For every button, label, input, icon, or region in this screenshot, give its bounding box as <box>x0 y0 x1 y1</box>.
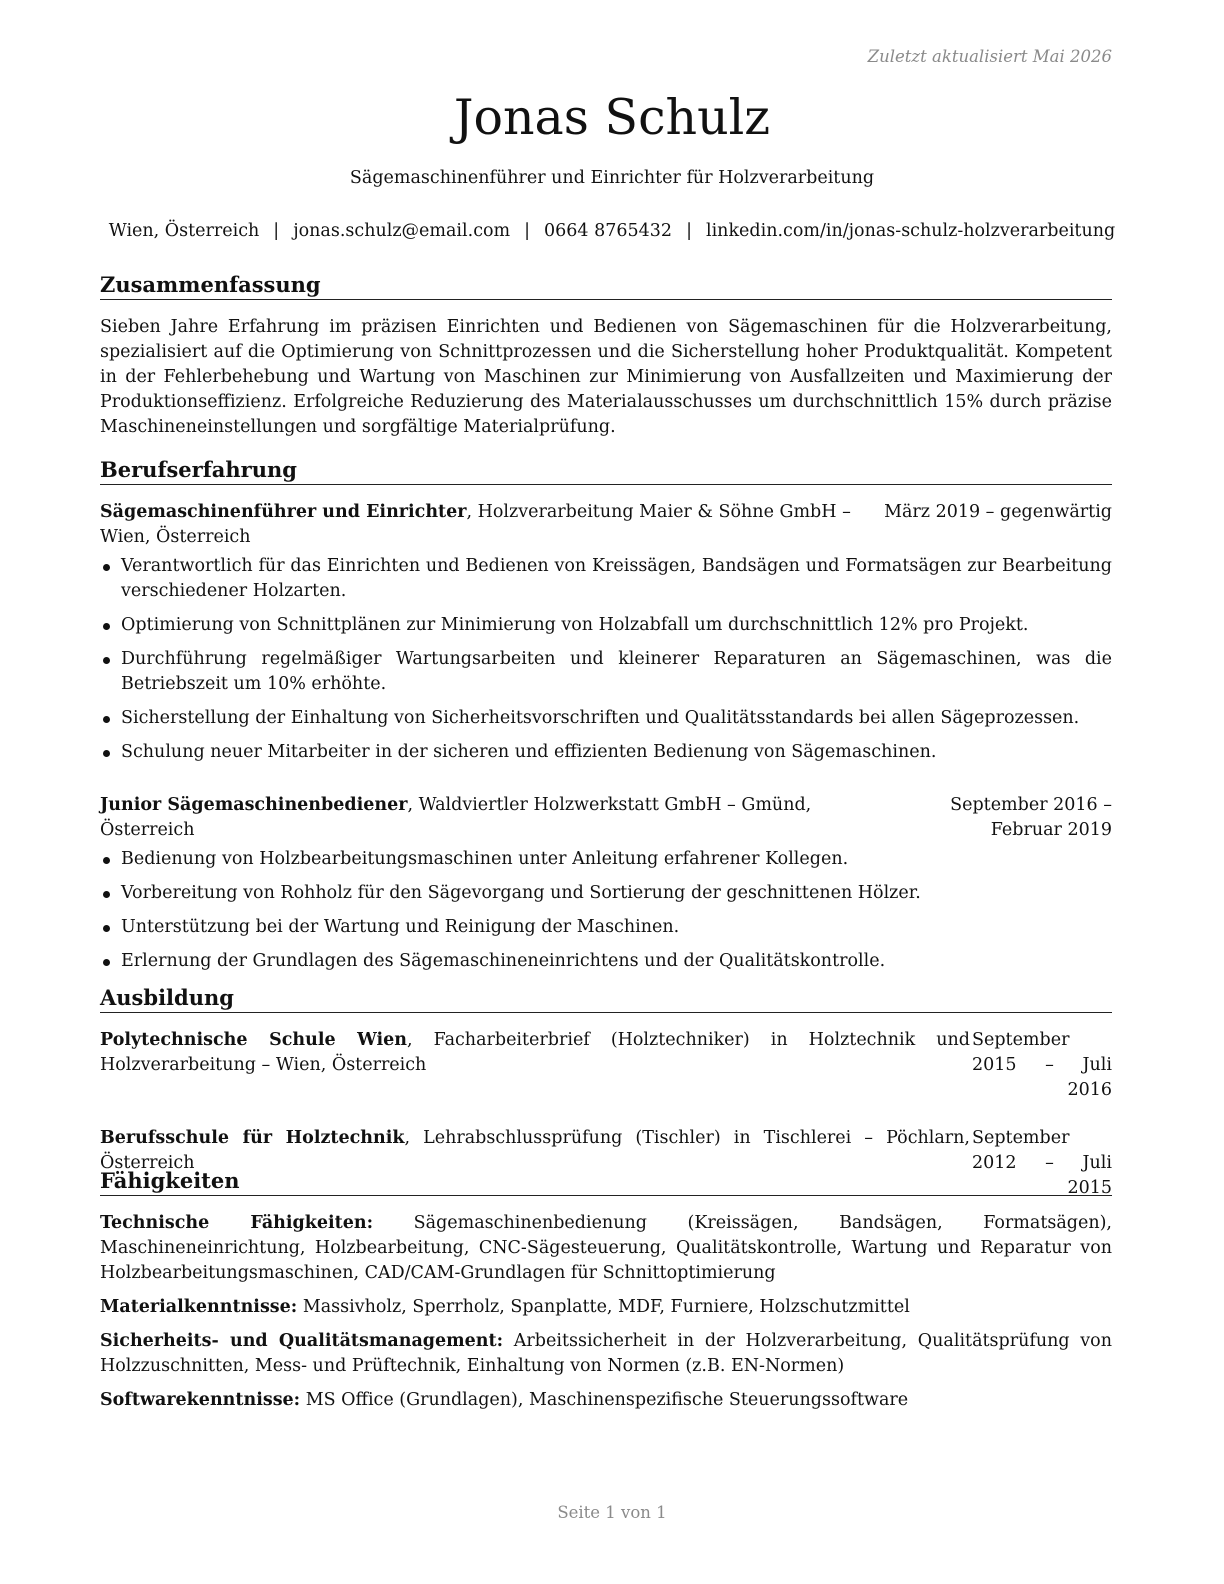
contact-separator: | <box>524 221 531 241</box>
section-heading: Berufserfahrung <box>100 457 1112 485</box>
job-company: , Holzverarbeitung Maier & Söhne GmbH – Wien, Österreich <box>100 502 851 547</box>
job-title: Sägemaschinenführer und Einrichter <box>100 502 467 522</box>
candidate-subtitle: Sägemaschinenführer und Einrichter für Holzverarbeitung <box>349 168 875 188</box>
skill-label: Softwarekenntnisse: <box>100 1390 301 1410</box>
skill-item <box>100 1329 1112 1379</box>
last-updated-note: Zuletzt aktualisiert Mai 2026 <box>867 47 1112 66</box>
skill-item <box>100 1211 1112 1286</box>
contact-separator: | <box>686 221 692 241</box>
skill-label: Sicherheits- und Qualitätsmanagement: <box>100 1331 504 1351</box>
list-item: Sicherstellung der Einhaltung von Sicherheitsvorschriften und Qualitätsstandards bei allen Sägeprozessen. <box>100 706 1112 731</box>
job-bullets <box>100 847 1112 974</box>
list-item: Erlernung der Grundlagen des Sägemaschineneinrichtens und der Qualitätskontrolle. <box>100 949 1112 974</box>
education-dates-line: September 2015 – Juli <box>972 1030 1112 1075</box>
contact-linkedin[interactable]: linkedin.com/in/jonas-schulz-holzverarbeitung <box>705 221 1116 241</box>
education-dates-year: 2016 <box>1067 1080 1112 1100</box>
skill-text: Massivholz, Sperrholz, Spanplatte, MDF, Furniere, Holzschutzmittel <box>297 1297 910 1317</box>
contact-location: Wien, Österreich <box>108 221 260 241</box>
list-item: Bedienung von Holzbearbeitungsmaschinen unter Anleitung erfahrener Kollegen. <box>100 847 1112 872</box>
job-company: , Waldviertler Holzwerkstatt GmbH – Gmünd, Österreich <box>100 795 812 840</box>
education-entry <box>100 1028 1112 1103</box>
skill-item <box>100 1388 1112 1413</box>
skills-section <box>100 1168 1112 1413</box>
school-name: Polytechnische Schule Wien <box>100 1030 408 1050</box>
job-bullets <box>100 554 1112 765</box>
education-dates-year: 2015 <box>1067 1178 1112 1198</box>
skill-item <box>100 1295 1112 1320</box>
page-number: Seite 1 von 1 <box>557 1503 667 1522</box>
list-item: Schulung neuer Mitarbeiter in der sicheren und effizienten Bedienung von Sägemaschinen. <box>100 740 1112 765</box>
job-dates: September 2016 – Februar 2019 <box>950 795 1112 840</box>
school-detail: , Lehrabschlussprüfung (Tischler) in Tischlerei – Pöchlarn, Österreich <box>100 1128 970 1173</box>
skill-label: Technische Fähigkeiten: <box>100 1213 374 1233</box>
section-heading: Ausbildung <box>100 985 1112 1013</box>
skill-text: MS Office (Grundlagen), Maschinenspezifische Steuerungssoftware <box>300 1390 909 1410</box>
candidate-name: Jonas Schulz <box>453 89 771 146</box>
summary-section <box>100 272 1112 440</box>
job-header <box>100 500 1112 550</box>
contact-separator: | <box>273 221 280 241</box>
job-title: Junior Sägemaschinenbediener <box>100 795 408 815</box>
school-name: Berufsschule für Holztechnik <box>100 1128 405 1148</box>
list-item: Vorbereitung von Rohholz für den Sägevorgang und Sortierung der geschnittenen Hölzer. <box>100 881 1112 906</box>
list-item: Optimierung von Schnittplänen zur Minimierung von Holzabfall um durchschnittlich 12% pro Projekt. <box>100 613 1112 638</box>
list-item: Verantwortlich für das Einrichten und Bedienen von Kreissägen, Bandsägen und Formatsägen zur Bearbeitung verschiedener Holzarten. <box>100 554 1112 604</box>
skill-text: Arbeitssicherheit in der Holzverarbeitung, Qualitätsprüfung von Holzzuschnitten, Mess- und Prüftechnik, Einhaltung von Normen (z.B. EN-Normen) <box>100 1331 1112 1376</box>
school-detail: , Facharbeiterbrief (Holztechniker) in Holztechnik und Holzverarbeitung – Wien, Österreich <box>100 1030 970 1075</box>
skill-text: Sägemaschinenbedienung (Kreissägen, Bandsägen, Formatsägen), Maschineneinrichtung, Holzbearbeitung, CNC-Sägesteuerung, Qualitätskontrolle, Wartung und Reparatur von Holzbearbeitungsmaschinen, CAD/CAM-Grundlagen für Schnittoptimierung <box>100 1213 1112 1283</box>
experience-section <box>100 457 1112 983</box>
list-item: Unterstützung bei der Wartung und Reinigung der Maschinen. <box>100 915 1112 940</box>
list-item: Durchführung regelmäßiger Wartungsarbeiten und kleinerer Reparaturen an Sägemaschinen, was die Betriebszeit um 10% erhöhte. <box>100 647 1112 697</box>
education-dates-line: September 2012 – Juli <box>972 1128 1112 1173</box>
section-heading: Fähigkeiten <box>100 1168 1112 1196</box>
section-heading: Zusammenfassung <box>100 272 1112 300</box>
contact-phone: 0664 8765432 <box>544 221 673 241</box>
education-dates <box>970 1028 1112 1103</box>
contact-email[interactable]: jonas.schulz@email.com <box>293 221 511 241</box>
summary-text: Sieben Jahre Erfahrung im präzisen Einrichten und Bedienen von Sägemaschinen für die Holzverarbeitung, spezialisiert auf die Optimierung von Schnittprozessen und die Sicherstellung hoher Produktqualität. Kompetent in der Fehlerbehebung und Wartung von Maschinen zur Minimierung von Ausfallzeiten und Maximierung der Produktionseffizienz. Erfolgreiche Reduzierung des Materialausschusses um durchschnittlich 15% durch präzise Maschineneinstellungen und sorgfältige Materialprüfung. <box>100 317 1112 437</box>
contact-line <box>0 219 1224 244</box>
job-dates: März 2019 – gegenwärtig <box>884 502 1112 522</box>
job-header <box>100 793 1112 843</box>
skill-label: Materialkenntnisse: <box>100 1297 298 1317</box>
